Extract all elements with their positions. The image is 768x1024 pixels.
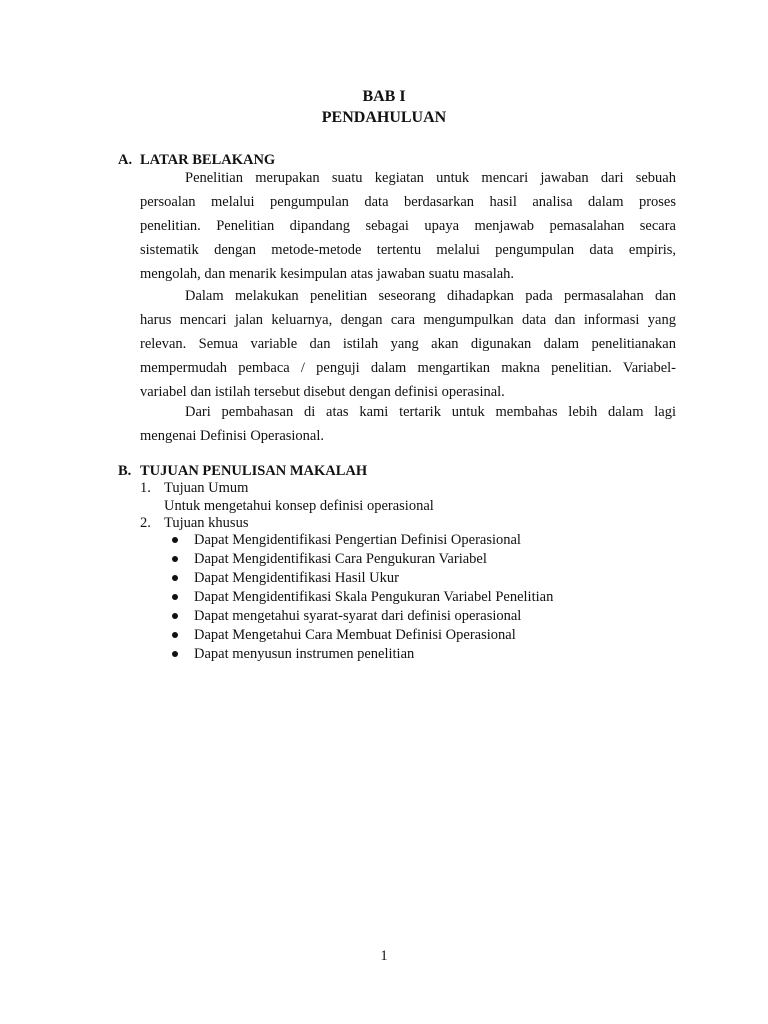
paragraph-line: harus mencari jalan keluarnya, dengan cara mengumpulkan data dan informasi yang	[140, 312, 676, 328]
paragraph-line: Dari pembahasan di atas kami tertarik untuk membahas lebih dalam lagi	[185, 404, 676, 420]
bullet-icon	[172, 651, 178, 657]
paragraph-1	[140, 169, 676, 283]
item-number: 1.	[140, 480, 151, 496]
paragraph-line: persoalan melalui pengumpulan data berdasarkan hasil analisa dalam proses	[140, 194, 676, 210]
paragraph-3	[140, 403, 676, 445]
item-number: 2.	[140, 515, 151, 531]
bullet-text: Dapat mengetahui syarat-syarat dari definisi operasional	[194, 608, 522, 624]
section-b-title: TUJUAN PENULISAN MAKALAH	[140, 463, 368, 479]
chapter-number: BAB I	[362, 88, 406, 105]
paragraph-2	[140, 287, 676, 401]
bullet-icon	[172, 537, 178, 543]
paragraph-line: variabel dan istilah tersebut disebut dengan definisi operasinal.	[140, 384, 505, 400]
bullet-text: Dapat Mengidentifikasi Cara Pengukuran Variabel	[194, 551, 487, 567]
paragraph-line: mempermudah pembaca / penguji dalam mengartikan makna penelitian. Variabel-	[140, 360, 676, 376]
bullet-icon	[172, 594, 178, 600]
bullet-text: Dapat Mengidentifikasi Pengertian Definisi Operasional	[194, 532, 521, 548]
paragraph-line: penelitian. Penelitian dipandang sebagai upaya menjawab pemasalahan secara	[140, 218, 676, 234]
item-detail: Untuk mengetahui konsep definisi operasional	[164, 498, 434, 514]
paragraph-line: relevan. Semua variable dan istilah yang akan digunakan dalam penelitianakan	[140, 336, 676, 352]
bullet-icon	[172, 613, 178, 619]
bullet-icon	[172, 632, 178, 638]
section-a-title: LATAR BELAKANG	[140, 152, 276, 168]
section-b-letter: B.	[118, 463, 132, 479]
chapter-title: PENDAHULUAN	[321, 109, 447, 126]
bullet-icon	[172, 556, 178, 562]
bullet-icon	[172, 575, 178, 581]
bullet-text: Dapat menyusun instrumen penelitian	[194, 646, 415, 662]
paragraph-line: Penelitian merupakan suatu kegiatan untuk mencari jawaban dari sebuah	[185, 170, 676, 186]
bullet-text: Dapat Mengidentifikasi Hasil Ukur	[194, 570, 399, 586]
bullet-text: Dapat Mengetahui Cara Membuat Definisi Operasional	[194, 627, 516, 643]
item-label: Tujuan Umum	[164, 480, 249, 496]
page-number: 1	[380, 948, 388, 964]
bullet-text: Dapat Mengidentifikasi Skala Pengukuran Variabel Penelitian	[194, 589, 554, 605]
item-label: Tujuan khusus	[164, 515, 249, 531]
paragraph-line: mengolah, dan menarik kesimpulan atas jawaban suatu masalah.	[140, 266, 515, 282]
paragraph-line: mengenai Definisi Operasional.	[140, 428, 325, 444]
paragraph-line: Dalam melakukan penelitian seseorang dihadapkan pada permasalahan dan	[185, 288, 676, 304]
paragraph-line: sistematik dengan metode-metode tertentu melalui pengumpulan data empiris,	[140, 242, 676, 258]
section-a-letter: A.	[118, 152, 133, 168]
